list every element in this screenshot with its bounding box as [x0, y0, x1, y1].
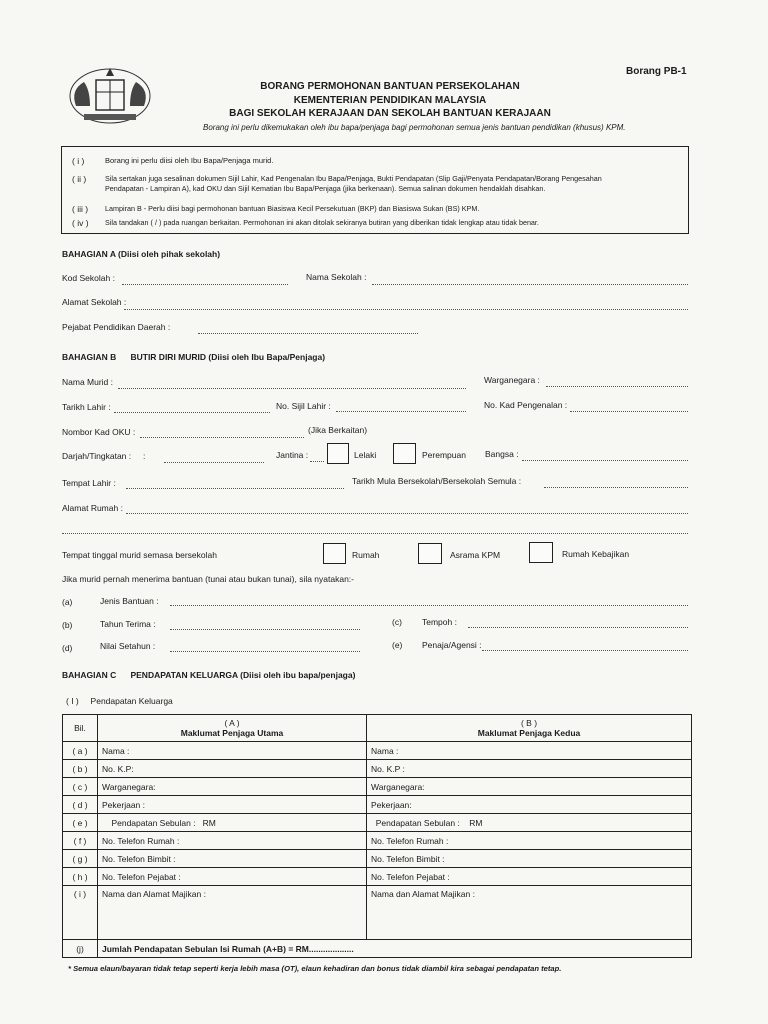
table-row: [63, 778, 692, 796]
row-b-cell[interactable]: Pekerjaan:: [367, 796, 692, 814]
ppd-field[interactable]: [198, 333, 418, 334]
instruction-text-1: Borang ini perlu diisi oleh Ibu Bapa/Penjaga murid.: [105, 156, 274, 165]
kebajikan-checkbox[interactable]: [529, 542, 553, 563]
row-bil: ( a ): [63, 742, 98, 760]
nama-sekolah-label: Nama Sekolah :: [306, 272, 367, 282]
form-title-line-1: BORANG PERMOHONAN BANTUAN PERSEKOLAHAN: [260, 81, 520, 92]
jantina-leader: [310, 461, 324, 462]
tempat-lahir-field[interactable]: [126, 488, 344, 489]
kebajikan-label: Rumah Kebajikan: [562, 549, 630, 559]
darjah-label: Darjah/Tingkatan : :: [62, 451, 146, 461]
form-code: Borang PB-1: [626, 66, 687, 77]
instruction-text-2b: Pendapatan - Lampiran A), kad OKU dan Sijil Kematian Ibu Bapa/Penjaga (jika berkenaan). Semua salinan dokumen hendaklah disahkan.: [105, 184, 546, 193]
row-b-cell[interactable]: Warganegara:: [367, 778, 692, 796]
row-b-cell[interactable]: No. K.P :: [367, 760, 692, 778]
col-b-title: Maklumat Penjaga Kedua: [477, 728, 581, 738]
row-a-cell[interactable]: No. Telefon Pejabat :: [98, 868, 367, 886]
jenis-bantuan-label: Jenis Bantuan :: [100, 596, 159, 606]
tarikh-mula-label: Tarikh Mula Bersekolah/Bersekolah Semula :: [352, 476, 522, 486]
row-b-cell[interactable]: No. Telefon Pejabat :: [367, 868, 692, 886]
section-b-title: BAHAGIAN B BUTIR DIRI MURID (Diisi oleh Ibu Bapa/Penjaga): [62, 352, 326, 362]
tempat-tinggal-label: Tempat tinggal murid semasa bersekolah: [62, 550, 217, 560]
row-a-cell[interactable]: Pendapatan Sebulan : RM: [98, 814, 367, 832]
income-table: [62, 714, 692, 958]
item-e-letter: (e): [392, 640, 403, 650]
total-income-cell[interactable]: Jumlah Pendapatan Sebulan Isi Rumah (A+B) = RM...................: [98, 940, 692, 958]
perempuan-label: Perempuan: [422, 450, 466, 460]
instruction-num-1: ( i ): [72, 156, 85, 166]
alamat-rumah-field-1[interactable]: [126, 513, 688, 514]
alamat-rumah-field-2[interactable]: [62, 533, 688, 534]
perempuan-checkbox[interactable]: [393, 443, 416, 464]
sijil-lahir-label: No. Sijil Lahir :: [276, 401, 331, 411]
table-row: [63, 796, 692, 814]
row-b-cell[interactable]: No. Telefon Bimbit :: [367, 850, 692, 868]
col-a-letter: ( A ): [224, 718, 240, 728]
nama-murid-label: Nama Murid :: [62, 377, 114, 387]
kod-sekolah-field[interactable]: [122, 284, 288, 285]
row-b-cell[interactable]: Nama :: [367, 742, 692, 760]
rumah-checkbox[interactable]: [323, 543, 346, 564]
table-row: [63, 868, 692, 886]
tarikh-mula-field[interactable]: [544, 487, 688, 488]
tarikh-lahir-field[interactable]: [114, 412, 270, 413]
nama-sekolah-field[interactable]: [372, 284, 688, 285]
nilai-setahun-label: Nilai Setahun :: [100, 641, 156, 651]
row-a-cell[interactable]: No. Telefon Bimbit :: [98, 850, 367, 868]
table-header-row: [63, 715, 692, 742]
row-bil: ( b ): [63, 760, 98, 778]
row-bil: ( f ): [63, 832, 98, 850]
row-bil: ( g ): [63, 850, 98, 868]
instruction-text-2: Sila sertakan juga sesalinan dokumen Sijil Lahir, Kad Pengenalan Ibu Bapa/Penjaga, Bukti Pendapatan (Slip Gaji/Penyata Pendapatan/Borang Pengesahan: [105, 174, 602, 183]
table-row: [63, 832, 692, 850]
penaja-label: Penaja/Agensi :: [422, 640, 482, 650]
row-b-cell[interactable]: Pendapatan Sebulan : RM: [367, 814, 692, 832]
asrama-label: Asrama KPM: [450, 550, 501, 560]
row-bil: ( i ): [63, 886, 98, 940]
penaja-field[interactable]: [482, 650, 688, 651]
alamat-sekolah-label: Alamat Sekolah :: [62, 297, 127, 307]
bil-header: Bil.: [63, 715, 98, 742]
table-row: [63, 850, 692, 868]
kad-oku-label: Nombor Kad OKU :: [62, 427, 136, 437]
rumah-label: Rumah: [352, 550, 380, 560]
kad-pengenalan-field[interactable]: [570, 411, 688, 412]
darjah-field[interactable]: [164, 462, 264, 463]
instruction-text-3: Lampiran B - Perlu diisi bagi permohonan bantuan Biasiswa Kecil Persekutuan (BKP) dan Biasiswa Sukan (BS) KPM.: [105, 204, 480, 213]
tarikh-lahir-label: Tarikh Lahir :: [62, 402, 111, 412]
pendapatan-keluarga-label: ( I ) Pendapatan Keluarga: [66, 696, 173, 706]
tempoh-field[interactable]: [468, 627, 688, 628]
form-title-line-2: KEMENTERIAN PENDIDIKAN MALAYSIA: [293, 95, 487, 106]
table-row: [63, 760, 692, 778]
nilai-setahun-field[interactable]: [170, 651, 360, 652]
bangsa-field[interactable]: [522, 460, 688, 461]
section-a-title: BAHAGIAN A (Diisi oleh pihak sekolah): [62, 249, 221, 259]
bangsa-label: Bangsa :: [485, 449, 519, 459]
jantina-label: Jantina :: [276, 450, 309, 460]
jika-berkaitan-note: (Jika Berkaitan): [308, 425, 368, 435]
row-b-cell[interactable]: No. Telefon Rumah :: [367, 832, 692, 850]
item-c-letter: (c): [392, 617, 402, 627]
jika-murid-note: Jika murid pernah menerima bantuan (tunai atau bukan tunai), sila nyatakan:-: [62, 574, 355, 584]
row-bil: ( c ): [63, 778, 98, 796]
row-a-cell[interactable]: Nama :: [98, 742, 367, 760]
row-a-cell[interactable]: No. Telefon Rumah :: [98, 832, 367, 850]
instruction-text-4: Sila tandakan ( / ) pada ruangan berkaitan. Permohonan ini akan ditolak sekiranya butiran yang diberikan tidak lengkap atau tidak benar.: [105, 218, 539, 227]
lelaki-label: Lelaki: [354, 450, 377, 460]
penjaga-kedua-header: [367, 715, 692, 742]
table-total-row: [63, 940, 692, 958]
item-d-letter: (d): [62, 643, 73, 653]
instruction-num-3: ( iii ): [72, 204, 89, 214]
instruction-num-4: ( iv ): [72, 218, 89, 228]
table-row: [63, 814, 692, 832]
tahun-terima-label: Tahun Terima :: [100, 619, 156, 629]
row-b-cell[interactable]: Nama dan Alamat Majikan :: [367, 886, 692, 940]
sijil-lahir-field[interactable]: [336, 411, 466, 412]
row-bil: ( h ): [63, 868, 98, 886]
row-a-cell[interactable]: Pekerjaan :: [98, 796, 367, 814]
col-a-title: Maklumat Penjaga Utama: [180, 728, 284, 738]
asrama-checkbox[interactable]: [418, 543, 442, 564]
jenis-bantuan-field[interactable]: [170, 605, 688, 606]
tahun-terima-field[interactable]: [170, 629, 360, 630]
form-subtitle: Borang ini perlu dikemukakan oleh ibu bapa/penjaga bagi permohonan semua jenis bantuan pendidikan (khusus) KPM.: [203, 123, 626, 132]
instruction-num-2: ( ii ): [72, 174, 87, 184]
income-footnote: * Semua elaun/bayaran tidak tetap seperti kerja lebih masa (OT), elaun kehadiran dan bonus tidak diambil kira sebagai pendapatan tetap.: [68, 964, 562, 973]
alamat-rumah-label: Alamat Rumah :: [62, 503, 123, 513]
row-bil: ( d ): [63, 796, 98, 814]
section-c-title: BAHAGIAN C PENDAPATAN KELUARGA (Diisi oleh ibu bapa/penjaga): [62, 670, 356, 680]
kod-sekolah-label: Kod Sekolah :: [62, 273, 115, 283]
kad-pengenalan-label: No. Kad Pengenalan :: [484, 400, 568, 410]
table-row: [63, 742, 692, 760]
item-a-letter: (a): [62, 597, 73, 607]
form-title-line-3: BAGI SEKOLAH KERAJAAN DAN SEKOLAH BANTUAN KERAJAAN: [229, 108, 551, 119]
lelaki-checkbox[interactable]: [327, 443, 349, 464]
col-b-letter: ( B ): [520, 718, 538, 728]
row-a-cell[interactable]: Nama dan Alamat Majikan :: [98, 886, 367, 940]
total-bil: (j): [63, 940, 98, 958]
nama-murid-field[interactable]: [118, 388, 466, 389]
warganegara-label: Warganegara :: [484, 375, 540, 385]
penjaga-utama-header: [98, 715, 367, 742]
ppd-label: Pejabat Pendidikan Daerah :: [62, 322, 171, 332]
row-a-cell[interactable]: No. K.P:: [98, 760, 367, 778]
kad-oku-field[interactable]: [140, 437, 304, 438]
item-b-letter: (b): [62, 620, 73, 630]
row-a-cell[interactable]: Warganegara:: [98, 778, 367, 796]
tempat-lahir-label: Tempat Lahir :: [62, 478, 116, 488]
warganegara-field[interactable]: [546, 386, 688, 387]
row-bil: ( e ): [63, 814, 98, 832]
table-row: [63, 886, 692, 940]
alamat-sekolah-field[interactable]: [124, 309, 688, 310]
government-crest-logo: [66, 66, 154, 126]
tempoh-label: Tempoh :: [422, 617, 457, 627]
